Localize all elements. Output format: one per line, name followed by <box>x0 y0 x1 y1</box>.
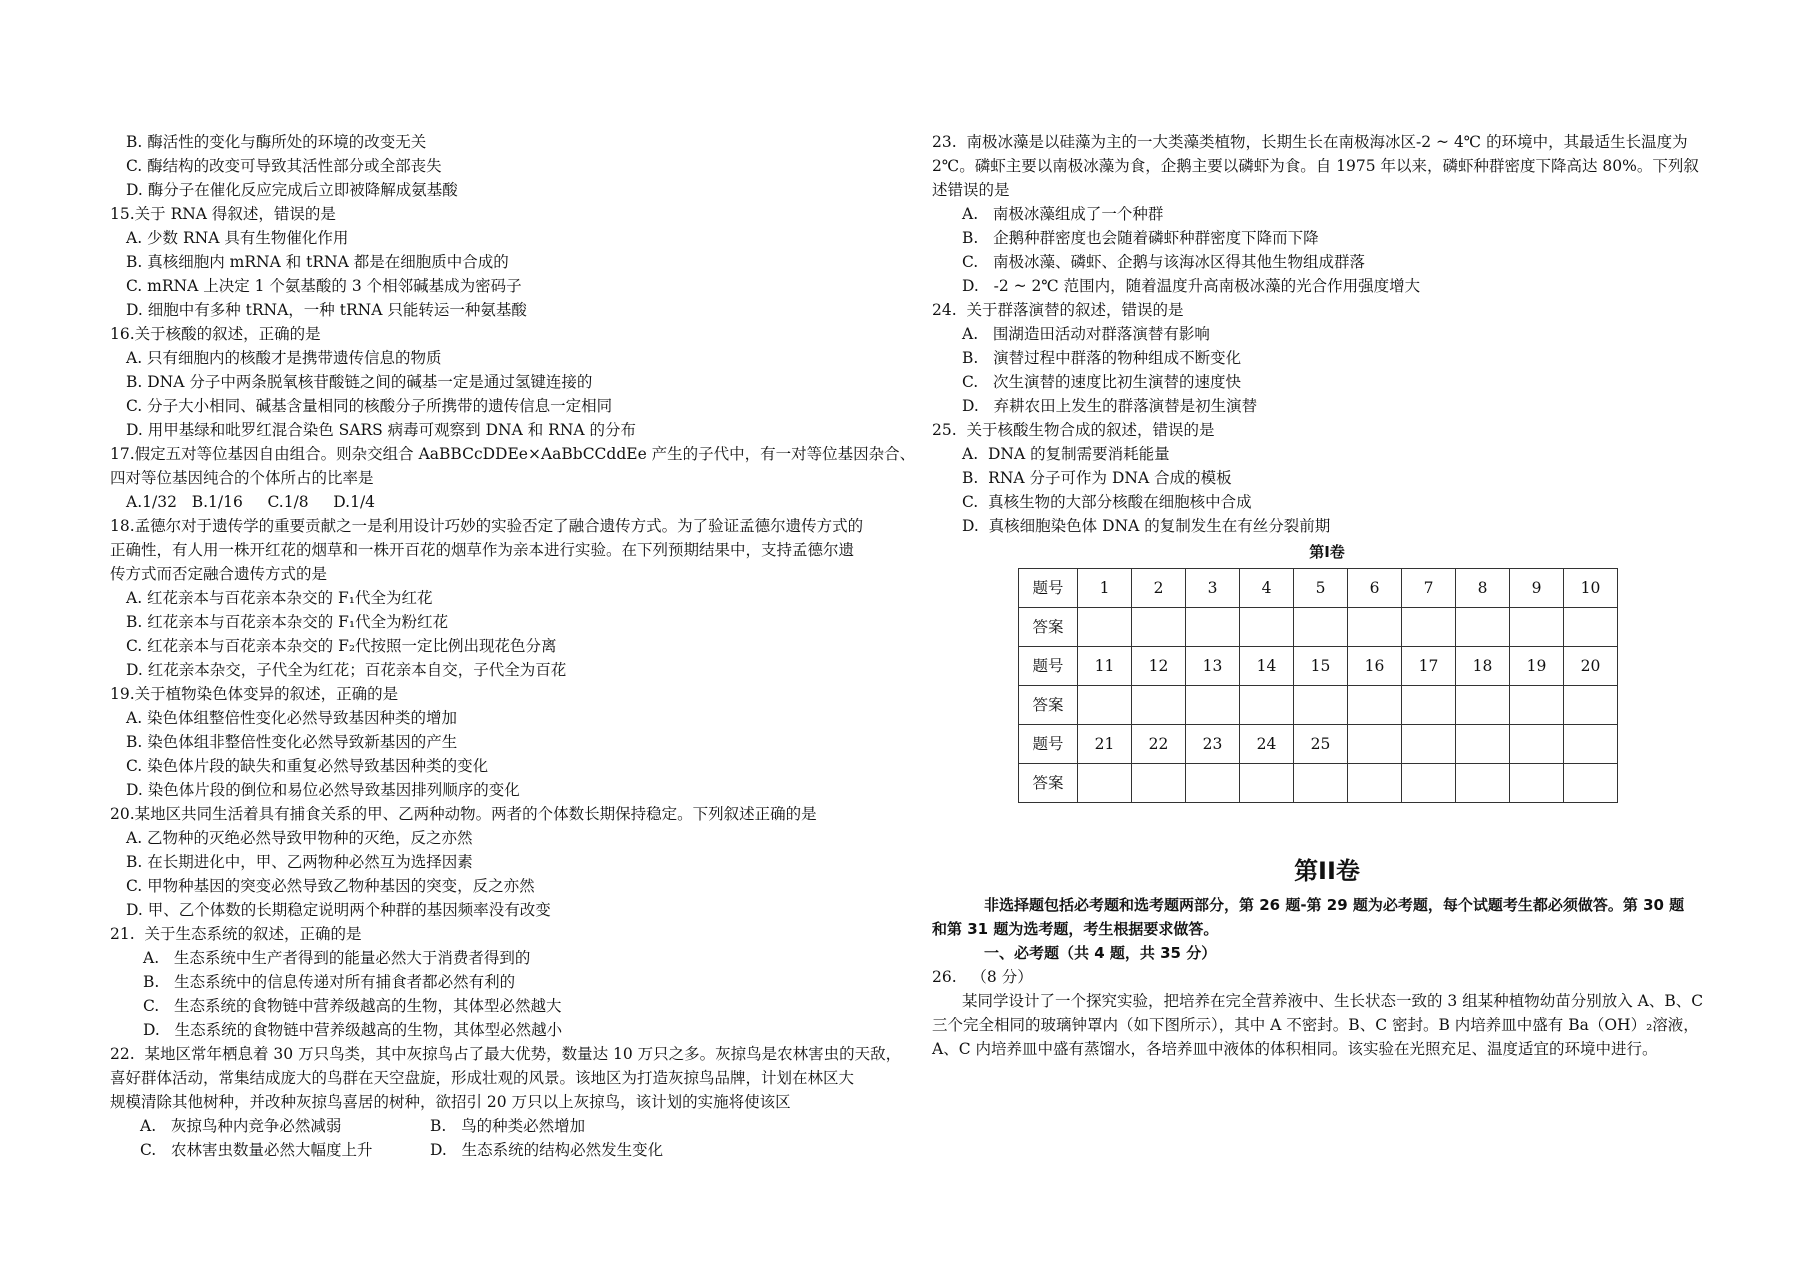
question-number-cell: 15 <box>1294 647 1348 686</box>
q24-option-d: D. 弃耕农田上发生的群落演替是初生演替 <box>962 397 1258 415</box>
q23-option-c: C. 南极冰藻、磷虾、企鹅与该海冰区得其他生物组成群落 <box>962 253 1366 271</box>
answer-cell[interactable] <box>1348 608 1402 647</box>
question-number-cell: 2 <box>1132 569 1186 608</box>
q24-option-c: C. 次生演替的速度比初生演替的速度快 <box>962 373 1242 391</box>
answer-cell[interactable] <box>1186 608 1240 647</box>
part-one-title: 第Ⅰ卷 <box>1309 543 1345 561</box>
answer-table-answer-row <box>1019 686 1618 725</box>
question-number-cell <box>1456 725 1510 764</box>
question-number-label: 题号 <box>1019 569 1078 608</box>
answer-cell[interactable] <box>1240 608 1294 647</box>
q25-stem: 25. 关于核酸生物合成的叙述，错误的是 <box>932 421 1215 439</box>
question-number-cell: 7 <box>1402 569 1456 608</box>
q22-options-row2 <box>110 1138 900 1162</box>
q26-text-line1: 某同学设计了一个探究实验，把培养在完全营养液中、生长状态一致的 3 组某种植物幼苗分别放入 A、B、C <box>962 992 1704 1010</box>
question-number-cell: 19 <box>1510 647 1564 686</box>
question-number-cell <box>1402 725 1456 764</box>
q14-option-b: B. 酶活性的变化与酶所处的环境的改变无关 <box>126 133 427 151</box>
q22-stem-line1: 22. 某地区常年栖息着 30 万只鸟类，其中灰掠鸟占了最大优势，数量达 10 万只之多。灰掠鸟是农林害虫的天敌， <box>110 1045 902 1063</box>
answer-cell[interactable] <box>1078 608 1132 647</box>
question-number-label: 题号 <box>1019 647 1078 686</box>
answer-table-number-row <box>1019 725 1618 764</box>
question-number-cell: 4 <box>1240 569 1294 608</box>
q17-stem-line2: 四对等位基因纯合的个体所占的比率是 <box>110 469 374 487</box>
q22-stem-line3: 规模清除其他树种，并改种灰掠鸟喜居的树种，欲招引 20 万只以上灰掠鸟，该计划的实施将使该区 <box>110 1093 791 1111</box>
q23-stem-line3: 述错误的是 <box>932 181 1010 199</box>
q16-option-c: C. 分子大小相同、碱基含量相同的核酸分子所携带的遗传信息一定相同 <box>126 397 613 415</box>
question-number-cell: 13 <box>1186 647 1240 686</box>
q14-option-c: C. 酶结构的改变可导致其活性部分或全部丧失 <box>126 157 442 175</box>
q18-option-a: A. 红花亲本与百花亲本杂交的 F₁代全为红花 <box>126 589 433 607</box>
answer-cell[interactable] <box>1132 608 1186 647</box>
question-number-cell: 6 <box>1348 569 1402 608</box>
question-number-cell: 22 <box>1132 725 1186 764</box>
answer-cell[interactable] <box>1078 686 1132 725</box>
q15-stem: 15.关于 RNA 得叙述，错误的是 <box>110 205 336 223</box>
q15-option-a: A. 少数 RNA 具有生物催化作用 <box>126 229 349 247</box>
answer-cell[interactable] <box>1564 608 1618 647</box>
answer-cell[interactable] <box>1132 764 1186 803</box>
question-number-cell: 20 <box>1564 647 1618 686</box>
question-number-cell <box>1510 725 1564 764</box>
part-two-title: 第II卷 <box>1294 857 1360 885</box>
answer-cell[interactable] <box>1186 686 1240 725</box>
question-number-cell: 17 <box>1402 647 1456 686</box>
question-number-cell <box>1564 725 1618 764</box>
q18-option-b: B. 红花亲本与百花亲本杂交的 F₁代全为粉红花 <box>126 613 449 631</box>
q18-stem-line3: 传方式而否定融合遗传方式的是 <box>110 565 328 583</box>
question-number-cell: 23 <box>1186 725 1240 764</box>
q17-options: A.1/32 B.1/16 C.1/8 D.1/4 <box>126 493 376 511</box>
q21-option-d: D. 生态系统的食物链中营养级越高的生物，其体型必然越小 <box>143 1021 563 1039</box>
answer-cell[interactable] <box>1402 608 1456 647</box>
question-number-cell: 16 <box>1348 647 1402 686</box>
q15-option-c: C. mRNA 上决定 1 个氨基酸的 3 个相邻碱基成为密码子 <box>126 277 522 295</box>
q16-option-b: B. DNA 分子中两条脱氧核苷酸链之间的碱基一定是通过氢键连接的 <box>126 373 593 391</box>
q15-option-b: B. 真核细胞内 mRNA 和 tRNA 都是在细胞质中合成的 <box>126 253 509 271</box>
q16-option-d: D. 用甲基绿和吡罗红混合染色 SARS 病毒可观察到 DNA 和 RNA 的分布 <box>126 421 637 439</box>
q22-option-d: D. 生态系统的结构必然发生变化 <box>430 1141 664 1159</box>
q23-stem-line1: 23. 南极冰藻是以硅藻为主的一大类藻类植物，长期生长在南极海冰区-2 ~ 4℃ 的环境中，其最适生长温度为 <box>932 133 1688 151</box>
question-number-cell: 3 <box>1186 569 1240 608</box>
answer-cell[interactable] <box>1564 686 1618 725</box>
answer-cell[interactable] <box>1294 686 1348 725</box>
q14-option-d: D. 酶分子在催化反应完成后立即被降解成氨基酸 <box>126 181 458 199</box>
question-number-cell: 8 <box>1456 569 1510 608</box>
q16-option-a: A. 只有细胞内的核酸才是携带遗传信息的物质 <box>126 349 442 367</box>
q20-stem: 20.某地区共同生活着具有捕食关系的甲、乙两种动物。两者的个体数长期保持稳定。下列叙述正确的是 <box>110 805 817 823</box>
answer-label: 答案 <box>1019 608 1078 647</box>
answer-cell[interactable] <box>1402 764 1456 803</box>
q25-option-b: B. RNA 分子可作为 DNA 合成的模板 <box>962 469 1232 487</box>
answer-cell[interactable] <box>1294 764 1348 803</box>
answer-cell[interactable] <box>1348 686 1402 725</box>
answer-table-answer-row <box>1019 608 1618 647</box>
q24-stem: 24. 关于群落演替的叙述，错误的是 <box>932 301 1184 319</box>
q23-option-b: B. 企鹅种群密度也会随着磷虾种群密度下降而下降 <box>962 229 1319 247</box>
q18-option-c: C. 红花亲本与百花亲本杂交的 F₂代按照一定比例出现花色分离 <box>126 637 557 655</box>
question-number-cell: 18 <box>1456 647 1510 686</box>
q22-option-a: A. 灰掠鸟种内竞争必然减弱 <box>140 1117 342 1135</box>
q25-option-c: C. 真核生物的大部分核酸在细胞核中合成 <box>962 493 1252 511</box>
answer-cell[interactable] <box>1456 764 1510 803</box>
part-two-intro-line2: 和第 31 题为选考题，考生根据要求做答。 <box>932 920 1219 938</box>
q26-label: 26. （8 分） <box>932 968 1033 986</box>
answer-table-number-row <box>1019 569 1618 608</box>
q15-option-d: D. 细胞中有多种 tRNA，一种 tRNA 只能转运一种氨基酸 <box>126 301 527 319</box>
answer-table-answer-row <box>1019 764 1618 803</box>
q22-stem-line2: 喜好群体活动，常集结成庞大的鸟群在天空盘旋，形成壮观的风景。该地区为打造灰掠鸟品牌，计划在林区大 <box>110 1069 855 1087</box>
q26-text-line3: A、C 内培养皿中盛有蒸馏水，各培养皿中液体的体积相同。该实验在光照充足、温度适宜的环境中进行。 <box>932 1040 1658 1058</box>
question-number-cell: 24 <box>1240 725 1294 764</box>
q23-option-a: A. 南极冰藻组成了一个种群 <box>962 205 1164 223</box>
q23-option-d: D. -2 ~ 2℃ 范围内，随着温度升高南极冰藻的光合作用强度增大 <box>962 277 1421 295</box>
q20-option-a: A. 乙物种的灭绝必然导致甲物种的灭绝，反之亦然 <box>126 829 473 847</box>
question-number-cell: 11 <box>1078 647 1132 686</box>
question-number-cell: 10 <box>1564 569 1618 608</box>
answer-cell[interactable] <box>1132 686 1186 725</box>
answer-table <box>1018 568 1618 803</box>
left-column <box>110 130 916 1162</box>
q19-option-b: B. 染色体组非整倍性变化必然导致新基因的产生 <box>126 733 458 751</box>
q20-option-d: D. 甲、乙个体数的长期稳定说明两个种群的基因频率没有改变 <box>126 901 551 919</box>
q19-stem: 19.关于植物染色体变异的叙述，正确的是 <box>110 685 399 703</box>
answer-cell[interactable] <box>1510 686 1564 725</box>
q19-option-c: C. 染色体片段的缺失和重复必然导致基因种类的变化 <box>126 757 489 775</box>
answer-cell[interactable] <box>1564 764 1618 803</box>
answer-cell[interactable] <box>1510 608 1564 647</box>
q21-stem: 21. 关于生态系统的叙述，正确的是 <box>110 925 362 943</box>
answer-label: 答案 <box>1019 764 1078 803</box>
q25-option-a: A. DNA 的复制需要消耗能量 <box>962 445 1170 463</box>
q23-stem-line2: 2℃。磷虾主要以南极冰藻为食，企鹅主要以磷虾为食。自 1975 年以来，磷虾种群密度下降高达 80%。下列叙 <box>932 157 1699 175</box>
q22-option-b: B. 鸟的种类必然增加 <box>430 1117 586 1135</box>
q24-option-a: A. 围湖造田活动对群落演替有影响 <box>962 325 1210 343</box>
q18-stem-line1: 18.孟德尔对于遗传学的重要贡献之一是利用设计巧妙的实验否定了融合遗传方式。为了验证孟德尔遗传方式的 <box>110 517 864 535</box>
question-number-label: 题号 <box>1019 725 1078 764</box>
q18-option-d: D. 红花亲本杂交，子代全为红花；百花亲本自交，子代全为百花 <box>126 661 567 679</box>
answer-cell[interactable] <box>1456 608 1510 647</box>
q17-stem-line1: 17.假定五对等位基因自由组合。则杂交组合 AaBBCcDDEe×AaBbCCddEe 产生的子代中，有一对等位基因杂合、 <box>110 445 916 463</box>
part-two-intro-line1: 非选择题包括必考题和选考题两部分，第 26 题-第 29 题为必考题，每个试题考生都必须做答。第 30 题 <box>984 896 1685 914</box>
q21-option-b: B. 生态系统中的信息传递对所有捕食者都必然有利的 <box>143 973 516 991</box>
question-number-cell: 25 <box>1294 725 1348 764</box>
q19-option-d: D. 染色体片段的倒位和易位必然导致基因排列顺序的变化 <box>126 781 520 799</box>
q22-option-c: C. 农林害虫数量必然大幅度上升 <box>140 1141 373 1159</box>
q26-text-line2: 三个完全相同的玻璃钟罩内（如下图所示），其中 A 不密封。B、C 密封。B 内培养皿中盛有 Ba（OH）₂溶液， <box>932 1016 1699 1034</box>
question-number-cell: 5 <box>1294 569 1348 608</box>
answer-cell[interactable] <box>1402 686 1456 725</box>
q16-stem: 16.关于核酸的叙述，正确的是 <box>110 325 321 343</box>
answer-cell[interactable] <box>1294 608 1348 647</box>
q21-option-a: A. 生态系统中生产者得到的能量必然大于消费者得到的 <box>143 949 531 967</box>
answer-cell[interactable] <box>1510 764 1564 803</box>
answer-cell[interactable] <box>1456 686 1510 725</box>
q18-stem-line2: 正确性，有人用一株开红花的烟草和一株开百花的烟草作为亲本进行实验。在下列预期结果中，支持孟德尔遗 <box>110 541 855 559</box>
answer-label: 答案 <box>1019 686 1078 725</box>
question-number-cell: 9 <box>1510 569 1564 608</box>
answer-cell[interactable] <box>1078 764 1132 803</box>
question-number-cell <box>1348 725 1402 764</box>
question-number-cell: 14 <box>1240 647 1294 686</box>
question-number-cell: 21 <box>1078 725 1132 764</box>
question-number-cell: 1 <box>1078 569 1132 608</box>
section-one-heading: 一、必考题（共 4 题，共 35 分） <box>984 944 1217 962</box>
answer-cell[interactable] <box>1240 764 1294 803</box>
right-column <box>932 130 1722 1061</box>
q25-option-d: D. 真核细胞染色体 DNA 的复制发生在有丝分裂前期 <box>962 517 1331 535</box>
q20-option-c: C. 甲物种基因的突变必然导致乙物种基因的突变，反之亦然 <box>126 877 535 895</box>
q21-option-c: C. 生态系统的食物链中营养级越高的生物，其体型必然越大 <box>143 997 562 1015</box>
answer-cell[interactable] <box>1186 764 1240 803</box>
answer-cell[interactable] <box>1348 764 1402 803</box>
q24-option-b: B. 演替过程中群落的物种组成不断变化 <box>962 349 1242 367</box>
q20-option-b: B. 在长期进化中，甲、乙两物种必然互为选择因素 <box>126 853 473 871</box>
q19-option-a: A. 染色体组整倍性变化必然导致基因种类的增加 <box>126 709 458 727</box>
question-number-cell: 12 <box>1132 647 1186 686</box>
q22-options-row1 <box>110 1114 900 1138</box>
answer-table-number-row <box>1019 647 1618 686</box>
answer-cell[interactable] <box>1240 686 1294 725</box>
